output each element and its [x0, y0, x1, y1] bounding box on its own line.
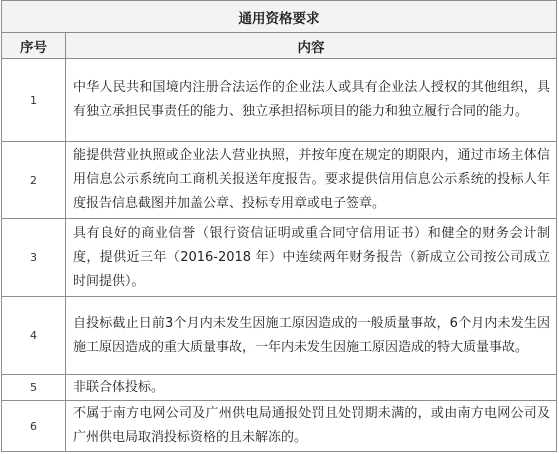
row-content: 具有良好的商业信誉（银行资信证明或重合同守信用证书）和健全的财务会计制度，提供近三年（2016-2018 年）中连续两年财务报告（新成立公司按公司成立时间提供）。 — [66, 219, 557, 297]
row-number: 3 — [2, 219, 66, 297]
row-content: 能提供营业执照或企业法人营业执照，并按年度在规定的期限内，通过市场主体信用信息公示系统向工商机关报送年度报告。要求提供信用信息公示系统的投标人年度报告信息截图并加盖公章、投标专用章或电子签章。 — [66, 142, 557, 219]
header-content: 内容 — [66, 33, 557, 59]
table-row — [2, 59, 557, 142]
row-content: 非联合体投标。 — [66, 375, 557, 401]
row-content: 中华人民共和国境内注册合法运作的企业法人或具有企业法人授权的其他组织，具有独立承担民事责任的能力、独立承担招标项目的能力和独立履行合同的能力。 — [66, 59, 557, 142]
table-row — [2, 142, 557, 219]
table-row — [2, 219, 557, 297]
table-title: 通用资格要求 — [2, 1, 557, 33]
row-number: 4 — [2, 297, 66, 375]
row-number: 2 — [2, 142, 66, 219]
row-content: 自投标截止日前3个月内未发生因施工原因造成的一般质量事故，6个月内未发生因施工原因造成的重大质量事故，一年内未发生因施工原因造成的特大质量事故。 — [66, 297, 557, 375]
row-number: 6 — [2, 401, 66, 452]
title-row — [2, 1, 557, 33]
row-number: 1 — [2, 59, 66, 142]
table-row — [2, 375, 557, 401]
row-number: 5 — [2, 375, 66, 401]
table-row — [2, 297, 557, 375]
header-row — [2, 33, 557, 59]
header-no: 序号 — [2, 33, 66, 59]
table-row — [2, 401, 557, 452]
requirements-table — [1, 0, 557, 452]
row-content: 不属于南方电网公司及广州供电局通报处罚且处罚期未满的，或由南方电网公司及广州供电局取消投标资格的且未解冻的。 — [66, 401, 557, 452]
